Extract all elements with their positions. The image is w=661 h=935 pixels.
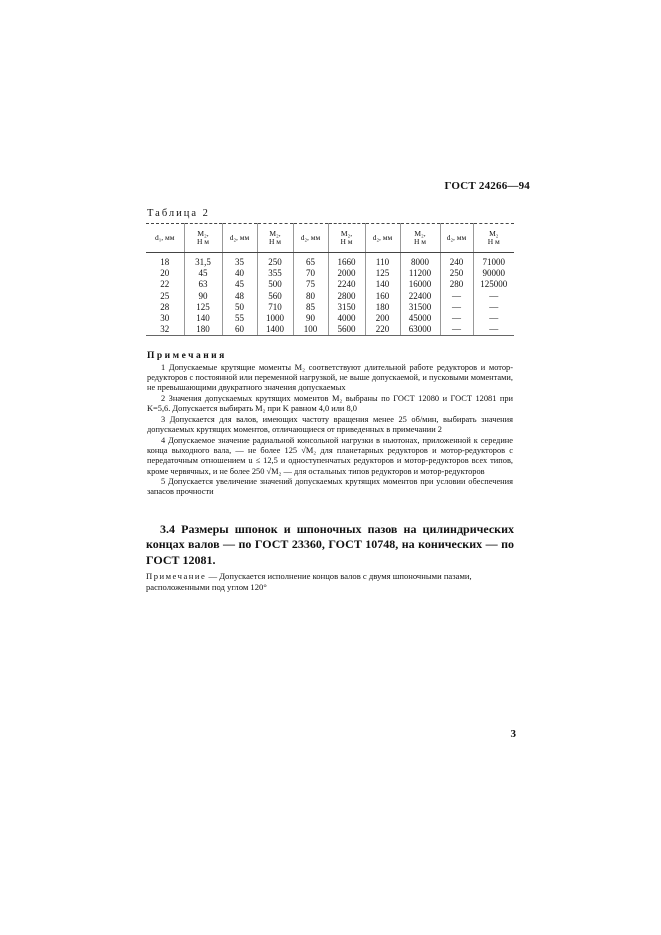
table-cell: 35 bbox=[222, 253, 257, 269]
table-cell: 45000 bbox=[400, 313, 440, 324]
table-row bbox=[146, 253, 514, 269]
table-cell: 1000 bbox=[257, 313, 293, 324]
table-cell: 50 bbox=[222, 302, 257, 313]
table-cell: 250 bbox=[257, 253, 293, 269]
table-header-cell: d₂, мм bbox=[222, 224, 257, 253]
table-cell: 1660 bbox=[328, 253, 365, 269]
table-cell: 160 bbox=[365, 291, 400, 302]
table-cell: 1400 bbox=[257, 324, 293, 336]
table-header-cell: d₂, мм bbox=[440, 224, 473, 253]
table-cell: 5600 bbox=[328, 324, 365, 336]
table-cell: — bbox=[440, 302, 473, 313]
table-cell: 2240 bbox=[328, 279, 365, 290]
table-cell: 125 bbox=[184, 302, 222, 313]
table-cell: 11200 bbox=[400, 268, 440, 279]
table-cell: 22 bbox=[160, 279, 170, 290]
table-header-cell: M₂, Н м bbox=[328, 224, 365, 253]
table-cell: 140 bbox=[365, 279, 400, 290]
note-item: 1 Допускаемые крутящие моменты M₂ соответствуют длительной работе редукторов и мотор-редукторов с постоянной или переменной нагрузкой, не выше допускаемой, и пусковыми моментами, не превышающими двукратного значения допускаемых bbox=[147, 363, 513, 393]
note-item: 3 Допускается для валов, имеющих частоту вращения менее 25 об/мин, выбирать значения допускаемых крутящих моментов, отличающиеся от приведенных в примечании 2 bbox=[147, 415, 513, 435]
table-cell: 63000 bbox=[400, 324, 440, 336]
table-cell: 355 bbox=[257, 268, 293, 279]
table-cell: 25 bbox=[160, 290, 170, 301]
table-cell: 90 bbox=[184, 291, 222, 302]
table-cell: 140 bbox=[184, 313, 222, 324]
note-item: 4 Допускаемое значение радиальной консольной нагрузки в ньютонах, приложенной к середине конца выходного вала, — не более 125 √M₂ для планетарных редукторов и мотор-редукторов с передаточным отношением u ≤ 12,5 и одноступенчатых редукторов и мотор-редукторов всех типов, кроме червячных, и не более 250 √M₂ — для остальных типов редукторов и мотор-редукторов bbox=[147, 435, 513, 476]
table-cell: 280 bbox=[440, 279, 473, 290]
table-cell: 55 bbox=[222, 313, 257, 324]
table-cell: 75 bbox=[293, 279, 328, 290]
table-cell: 710 bbox=[257, 302, 293, 313]
table-header-cell: M₂, Н м bbox=[184, 224, 222, 253]
table-header-cell: M₂, Н м bbox=[257, 224, 293, 253]
table-cell: 560 bbox=[257, 291, 293, 302]
table-header-cell: d₂, мм bbox=[365, 224, 400, 253]
keyway-note-text: — Допускается исполнение концов валов с двумя шпоночными пазами, расположенными под углом 120° bbox=[146, 571, 472, 592]
table-row bbox=[146, 324, 514, 336]
table-cell: 30 bbox=[160, 313, 170, 324]
table-cell: 500 bbox=[257, 279, 293, 290]
note-item: 5 Допускается увеличение значений допускаемых крутящих моментов при условии обеспечения запасов прочности bbox=[147, 477, 513, 497]
standard-header: ГОСТ 24266—94 bbox=[444, 180, 530, 192]
table-cell: 22400 bbox=[400, 291, 440, 302]
table-cell: 63 bbox=[184, 279, 222, 290]
table-cell: 3150 bbox=[328, 302, 365, 313]
table-cell: — bbox=[440, 313, 473, 324]
section-3-4: 3.4 Размеры шпонок и шпоночных пазов на цилиндрических концах валов — по ГОСТ 23360, ГОСТ 10748, на конических — по ГОСТ 12081. bbox=[146, 522, 514, 567]
table-header-row bbox=[146, 224, 514, 253]
table-row bbox=[146, 279, 514, 290]
table-cell: 8000 bbox=[400, 253, 440, 269]
table-cell: 45 bbox=[222, 279, 257, 290]
table-row bbox=[146, 302, 514, 313]
table-row bbox=[146, 291, 514, 302]
torque-table bbox=[146, 223, 514, 336]
note-item: 2 Значения допускаемых крутящих моментов M₂ выбраны по ГОСТ 12080 и ГОСТ 12081 при K=5,6. Допускается выбирать M₂ при K равном 4,0 или 8,0 bbox=[147, 394, 513, 414]
table-row bbox=[146, 268, 514, 279]
table-cell: 80 bbox=[293, 291, 328, 302]
table-cell: 100 bbox=[293, 324, 328, 336]
table-cell: 250 bbox=[440, 268, 473, 279]
table-cell: — bbox=[473, 324, 514, 336]
table-header-cell: M₂ Н м bbox=[473, 224, 514, 253]
table-cell: 45 bbox=[184, 268, 222, 279]
table-header-cell: d₁, мм bbox=[146, 224, 184, 253]
table-cell: 31,5 bbox=[184, 253, 222, 269]
table-cell: 4000 bbox=[328, 313, 365, 324]
keyway-note bbox=[146, 571, 514, 592]
table-cell: 18 bbox=[160, 257, 170, 268]
table-cell: 16000 bbox=[400, 279, 440, 290]
notes-title: Примечания bbox=[147, 351, 227, 361]
table-cell: 65 bbox=[293, 253, 328, 269]
table-header-cell: M₂, Н м bbox=[400, 224, 440, 253]
table-cell: 40 bbox=[222, 268, 257, 279]
table-cell: — bbox=[473, 302, 514, 313]
table-cell: 71000 bbox=[473, 253, 514, 269]
table-cell: 200 bbox=[365, 313, 400, 324]
table-row bbox=[146, 313, 514, 324]
table-cell: — bbox=[473, 313, 514, 324]
keyway-note-label: Примечание bbox=[146, 571, 207, 581]
table-cell: — bbox=[440, 291, 473, 302]
table-cell: 2000 bbox=[328, 268, 365, 279]
table-label: Таблица 2 bbox=[147, 208, 210, 219]
table-cell: 2800 bbox=[328, 291, 365, 302]
table-cell: 31500 bbox=[400, 302, 440, 313]
table-cell: 60 bbox=[222, 324, 257, 336]
table-cell: 240 bbox=[440, 253, 473, 269]
table-cell: 70 bbox=[293, 268, 328, 279]
table-cell: 125 bbox=[365, 268, 400, 279]
page-number: 3 bbox=[510, 728, 516, 740]
table-cell: 48 bbox=[222, 291, 257, 302]
table-cell: — bbox=[440, 324, 473, 336]
table-cell: — bbox=[473, 291, 514, 302]
table-cell: 110 bbox=[365, 253, 400, 269]
notes-list bbox=[147, 363, 513, 498]
table-cell: 180 bbox=[184, 324, 222, 336]
table-cell: 32 bbox=[146, 324, 184, 336]
table-cell: 90 bbox=[293, 313, 328, 324]
table-header-cell: d₂, мм bbox=[293, 224, 328, 253]
table-cell: 20 bbox=[160, 268, 170, 279]
table-cell: 220 bbox=[365, 324, 400, 336]
table-cell: 90000 bbox=[473, 268, 514, 279]
table-cell: 28 bbox=[160, 301, 170, 312]
table-cell: 180 bbox=[365, 302, 400, 313]
table-cell: 85 bbox=[293, 302, 328, 313]
table-cell: 125000 bbox=[473, 279, 514, 290]
